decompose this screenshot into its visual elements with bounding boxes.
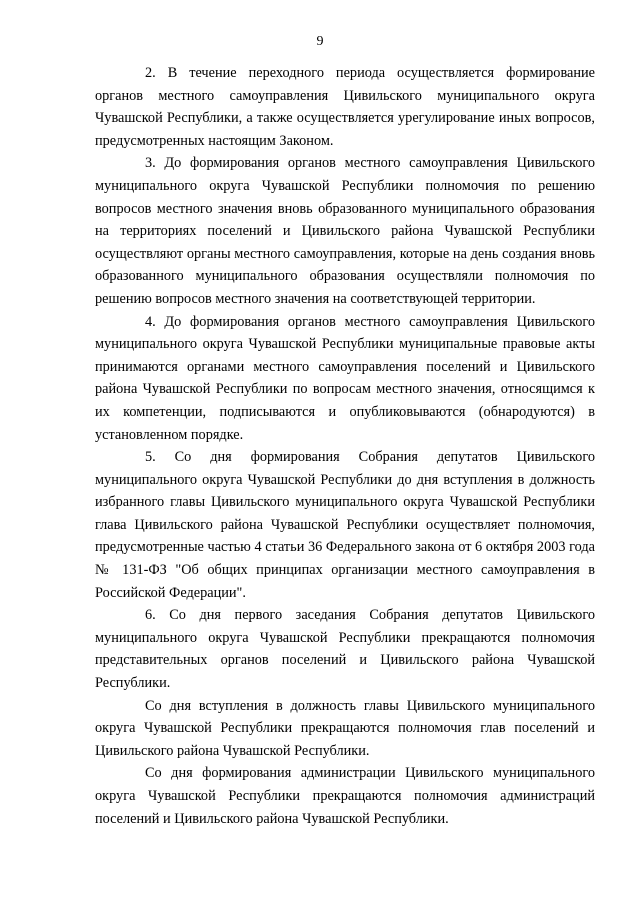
paragraph-5: 5. Со дня формирования Собрания депутатов Цивильского муниципального округа Чувашской Республики до дня вступления в должность избранного главы Цивильского муниципального округа Чувашской Республики глава Цивильского района Чувашской Республики осуществляет полномочия, предусмотренные частью 4 статьи 36 Федерального закона от 6 октября 2003 года № 131-ФЗ "Об общих принципах организации местного самоуправления в Российской Федерации". xyxy=(95,449,595,601)
paragraph-6-heads: Со дня вступления в должность главы Цивильского муниципального округа Чувашской Республики прекращаются полномочия глав поселений и Цивильского района Чувашской Республики. xyxy=(95,697,595,759)
paragraph-3: 3. До формирования органов местного самоуправления Цивильского муниципального округа Чувашской Республики полномочия по решению вопросов местного значения вновь образованного муниципального образования на территориях поселений и Цивильского района Чувашской Республики осуществляют органы местного самоуправления, которые на день создания вновь образованного муниципального образования осуществляли полномочия по решению вопросов местного значения на соответствующей территории. xyxy=(95,155,595,307)
paragraph-6: 6. Со дня первого заседания Собрания депутатов Цивильского муниципального округа Чувашской Республики прекращаются полномочия представительных органов поселений и Цивильского района Чувашской Республики. xyxy=(95,607,595,692)
paragraph-4: 4. До формирования органов местного самоуправления Цивильского муниципального округа Чувашской Республики муниципальные правовые акты принимаются органами местного самоуправления поселений и Цивильского района Чувашской Республики по вопросам местного значения, относящимся к их компетенции, подписываются и опубликовываются (обнародуются) в установленном порядке. xyxy=(95,313,595,443)
page-number: 9 xyxy=(316,34,324,49)
document-body xyxy=(95,62,595,830)
paragraph-6-administrations: Со дня формирования администрации Цивильского муниципального округа Чувашской Республики прекращаются полномочия администраций поселений и Цивильского района Чувашской Республики. xyxy=(95,765,595,827)
paragraph-2: 2. В течение переходного периода осуществляется формирование органов местного самоуправления Цивильского муниципального округа Чувашской Республики, а также осуществляется урегулирование иных вопросов, предусмотренных настоящим Законом. xyxy=(95,65,595,149)
